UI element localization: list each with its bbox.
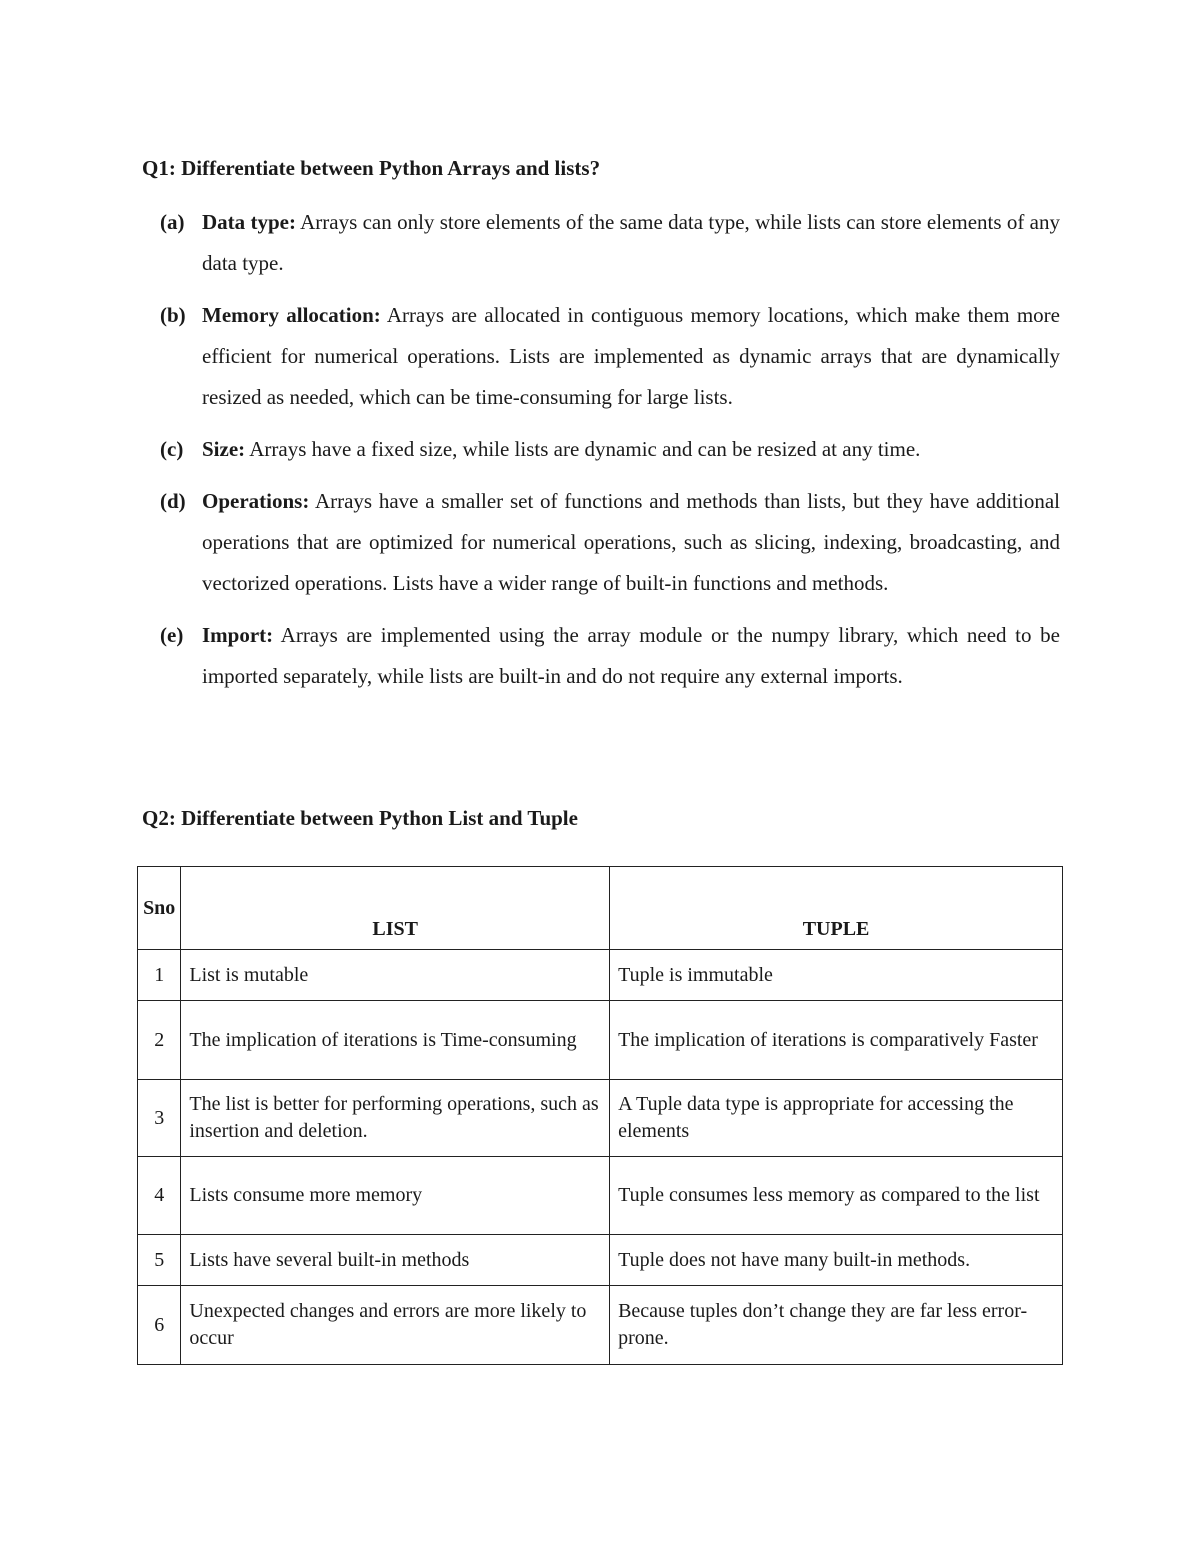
table-row (138, 1286, 1063, 1365)
item-term: Data type: (202, 210, 296, 234)
cell-tuple: Because tuples don’t change they are far less error-prone. (610, 1286, 1063, 1365)
cell-tuple: Tuple is immutable (610, 950, 1063, 1001)
q1-heading: Q1: Differentiate between Python Arrays and lists? (142, 156, 601, 180)
item-content (202, 481, 1060, 604)
cell-list: The list is better for performing operations, such as insertion and deletion. (181, 1080, 610, 1157)
table-row (138, 950, 1063, 1001)
header-list: LIST (181, 867, 610, 950)
item-term: Memory allocation: (202, 303, 381, 327)
list-vs-tuple-table (137, 866, 1063, 1365)
cell-sno: 5 (138, 1235, 181, 1286)
cell-list: The implication of iterations is Time-consuming (181, 1001, 610, 1080)
list-item (160, 295, 1060, 418)
list-item (160, 481, 1060, 604)
item-marker: (a) (160, 210, 185, 234)
table-row (138, 1157, 1063, 1235)
item-content (202, 429, 1060, 470)
cell-sno: 4 (138, 1157, 181, 1235)
item-content (202, 202, 1060, 284)
cell-sno: 1 (138, 950, 181, 1001)
table-row (138, 1235, 1063, 1286)
item-content (202, 295, 1060, 418)
item-marker: (d) (160, 489, 186, 513)
table-header-row (138, 867, 1063, 950)
list-item (160, 615, 1060, 697)
item-text: Arrays have a fixed size, while lists are dynamic and can be resized at any time. (245, 437, 921, 461)
cell-list: Lists have several built-in methods (181, 1235, 610, 1286)
cell-tuple: Tuple does not have many built-in methods. (610, 1235, 1063, 1286)
item-text: Arrays are implemented using the array module or the numpy library, which need to be imported separately, while lists are built-in and do not require any external imports. (202, 623, 1060, 688)
cell-sno: 3 (138, 1080, 181, 1157)
cell-list: List is mutable (181, 950, 610, 1001)
list-item (160, 429, 1060, 470)
list-item (160, 202, 1060, 284)
item-marker: (b) (160, 303, 186, 327)
item-text: Arrays have a smaller set of functions and methods than lists, but they have additional operations that are optimized for numerical operations, such as slicing, indexing, broadcasting, and vectorized operations. Lists have a wider range of built-in functions and methods. (202, 489, 1060, 595)
cell-list: Lists consume more memory (181, 1157, 610, 1235)
cell-list: Unexpected changes and errors are more likely to occur (181, 1286, 610, 1365)
item-text: Arrays are allocated in contiguous memory locations, which make them more efficient for numerical operations. Lists are implemented as dynamic arrays that are dynamically resized as needed, which can be time-consuming for large lists. (202, 303, 1060, 409)
cell-sno: 2 (138, 1001, 181, 1080)
item-term: Size: (202, 437, 246, 461)
header-tuple: TUPLE (610, 867, 1063, 950)
q1-answer-list (160, 202, 1060, 708)
table-row (138, 1001, 1063, 1080)
item-term: Import: (202, 623, 274, 647)
cell-tuple: Tuple consumes less memory as compared to the list (610, 1157, 1063, 1235)
cell-sno: 6 (138, 1286, 181, 1365)
q2-heading: Q2: Differentiate between Python List and Tuple (142, 806, 578, 830)
cell-tuple: A Tuple data type is appropriate for accessing the elements (610, 1080, 1063, 1157)
table-row (138, 1080, 1063, 1157)
cell-tuple: The implication of iterations is comparatively Faster (610, 1001, 1063, 1080)
item-marker: (c) (160, 437, 184, 461)
header-sno: Sno (138, 867, 181, 950)
item-content (202, 615, 1060, 697)
item-text: Arrays can only store elements of the same data type, while lists can store elements of any data type. (202, 210, 1060, 275)
item-marker: (e) (160, 623, 184, 647)
item-term: Operations: (202, 489, 310, 513)
